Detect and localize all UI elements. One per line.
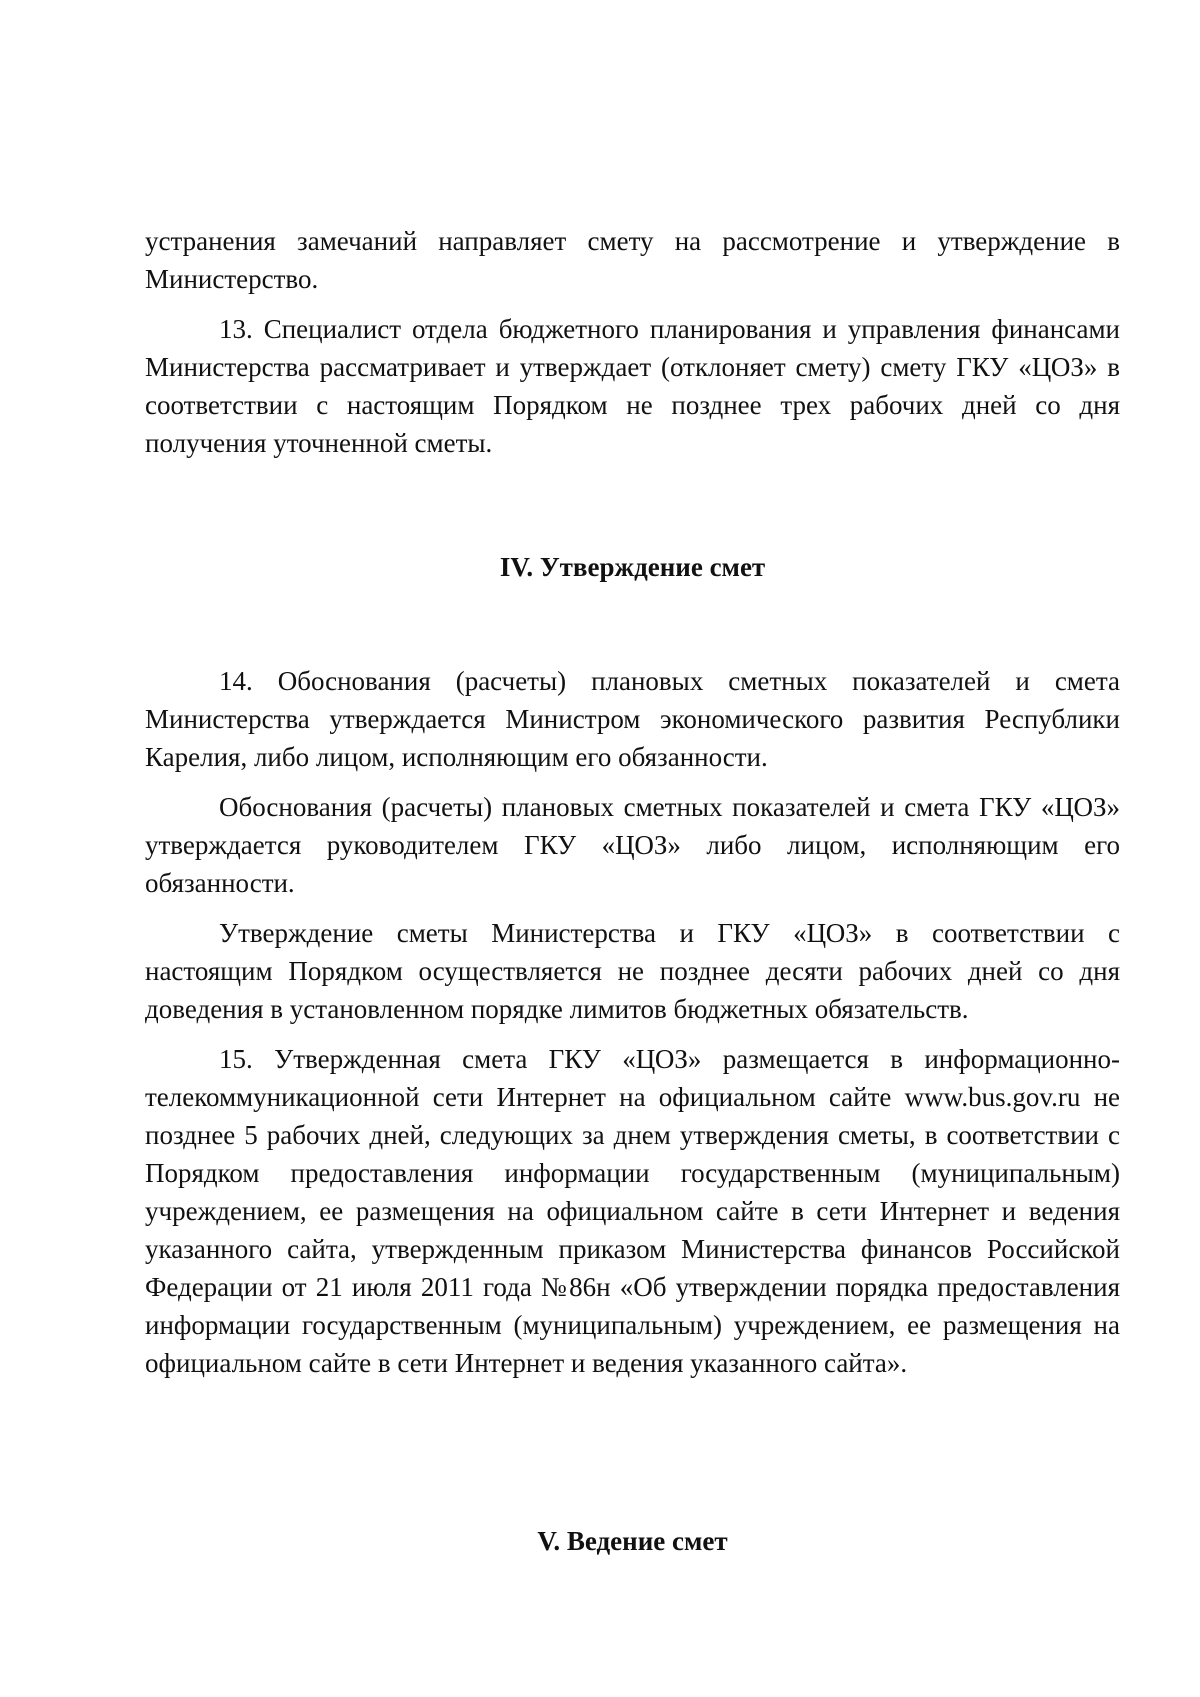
paragraph-14: 14. Обоснования (расчеты) плановых сметных показателей и смета Министерства утверждается Министром экономического развития Республики Карелия, либо лицом, исполняющим его обязанности.: [145, 666, 1120, 772]
section-heading-4: IV. Утверждение смет: [499, 552, 766, 582]
paragraph-14-c: Утверждение сметы Министерства и ГКУ «ЦОЗ» в соответствии с настоящим Порядком осуществляется не позднее десяти рабочих дней со дня доведения в установленном порядке лимитов бюджетных обязательств.: [145, 918, 1120, 1024]
paragraph-block-top: [145, 222, 1120, 462]
paragraph-15: 15. Утвержденная смета ГКУ «ЦОЗ» размещается в информационно-телекоммуникационной сети Интернет на официальном сайте www.bus.gov.ru не позднее 5 рабочих дней, следующих за днем утверждения сметы, в соответствии с Порядком предоставления информации государственным (муниципальным) учреждением, ее размещения на официальном сайте в сети Интернет и ведения указанного сайта, утвержденным приказом Министерства финансов Российской Федерации от 21 июля 2011 года №86н «Об утверждении порядка предоставления информации государственным (муниципальным) учреждением, ее размещения на официальном сайте в сети Интернет и ведения указанного сайта».: [145, 1044, 1120, 1378]
paragraph-14-b: Обоснования (расчеты) плановых сметных показателей и смета ГКУ «ЦОЗ» утверждается руководителем ГКУ «ЦОЗ» либо лицом, исполняющим его обязанности.: [145, 792, 1120, 898]
paragraph-block-middle: [145, 662, 1120, 1382]
paragraph-13: 13. Специалист отдела бюджетного планирования и управления финансами Министерства рассматривает и утверждает (отклоняет смету) смету ГКУ «ЦОЗ» в соответствии с настоящим Порядком не позднее трех рабочих дней со дня получения уточненной сметы.: [145, 314, 1120, 458]
section-heading-5: V. Ведение смет: [537, 1526, 728, 1556]
paragraph-continuation: устранения замечаний направляет смету на рассмотрение и утверждение в Министерство.: [145, 226, 1120, 294]
